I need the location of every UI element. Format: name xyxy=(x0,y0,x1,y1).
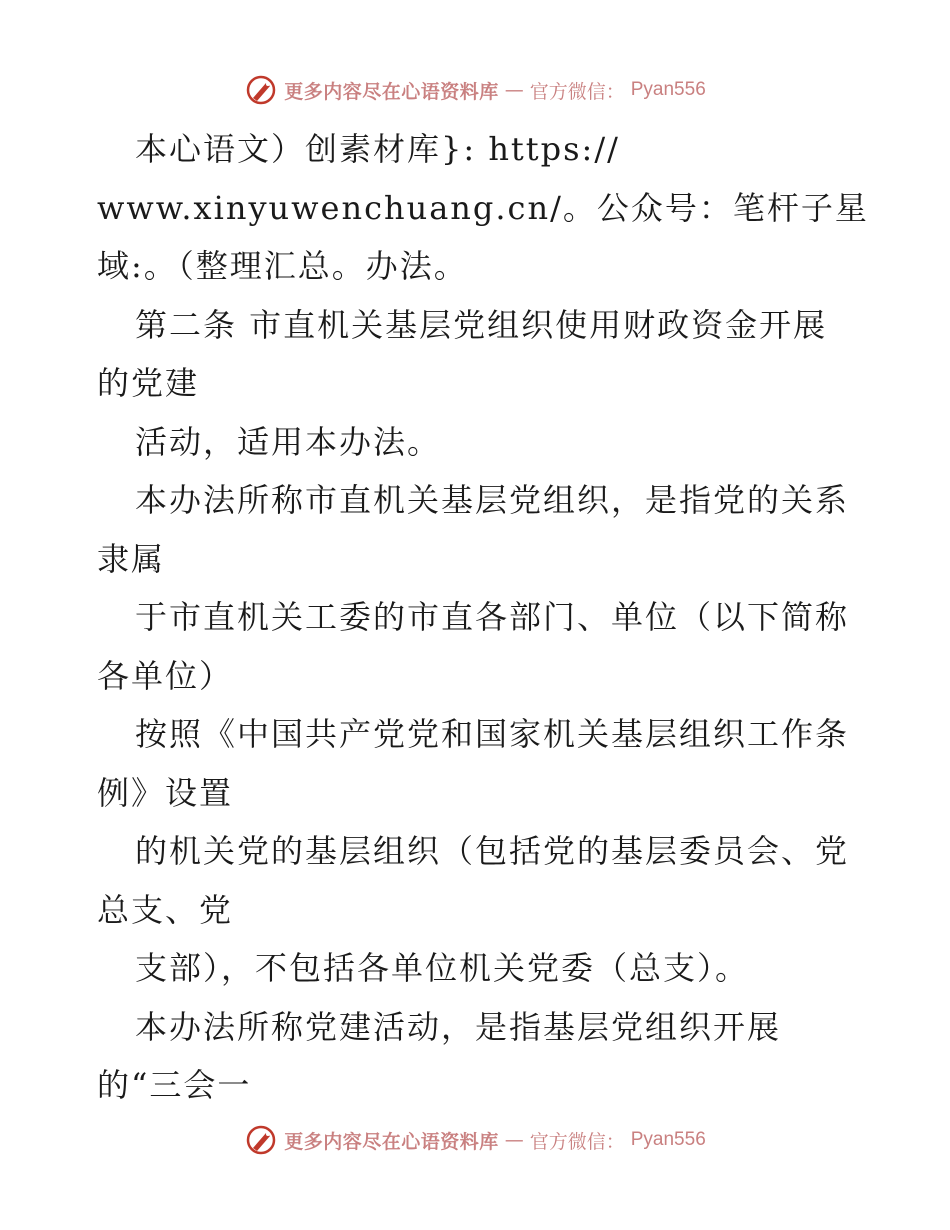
text-line: 的“三会一 xyxy=(97,1066,252,1104)
text-line: 的机关党的基层组织（包括党的基层委员会、党 xyxy=(135,832,850,870)
watermark-wechat-id: Pyan556 xyxy=(630,79,706,100)
watermark-official-label: 官方微信： xyxy=(529,1130,625,1153)
header-watermark xyxy=(0,70,950,110)
text-line: 第二条 市直机关基层党组织使用财政资金开展 xyxy=(135,305,828,344)
watermark-official-label: 官方微信： xyxy=(529,80,625,103)
text-line: www.xinyuwenchuang.cn/。公众号：笔杆子星 xyxy=(97,188,869,227)
text-line: 总支、党 xyxy=(97,890,234,929)
watermark-wechat-id: Pyan556 xyxy=(630,1129,706,1150)
text-line: 支部），不包括各单位机关党委（总支）。 xyxy=(135,949,750,987)
text-line: 本办法所称市直机关基层党组织，是指党的关系 xyxy=(135,481,850,519)
pen-logo-icon xyxy=(244,73,278,107)
watermark-text: 更多内容尽在心语资料库 xyxy=(284,80,499,103)
text-line: 本心语文）创素材库}: https:// xyxy=(135,130,620,168)
pen-logo-icon xyxy=(244,1123,278,1157)
text-line: 本办法所称党建活动，是指基层党组织开展 xyxy=(135,1007,782,1046)
watermark-separator: — xyxy=(504,1129,524,1151)
text-line: 例》设置 xyxy=(97,773,234,812)
watermark-text: 更多内容尽在心语资料库 xyxy=(284,1130,499,1153)
footer-watermark xyxy=(0,1120,950,1160)
text-line: 隶属 xyxy=(97,539,166,578)
text-line: 按照《中国共产党党和国家机关基层组织工作条 xyxy=(135,715,850,753)
document-body xyxy=(97,120,867,1115)
text-line: 活动，适用本办法。 xyxy=(135,422,442,461)
watermark-separator: — xyxy=(504,79,524,101)
text-line: 各单位） xyxy=(97,656,234,695)
text-line: 于市直机关工委的市直各部门、单位（以下简称 xyxy=(135,598,850,636)
text-line: 域:。（整理汇总。办法。 xyxy=(97,247,468,285)
text-line: 的党建 xyxy=(97,364,200,402)
